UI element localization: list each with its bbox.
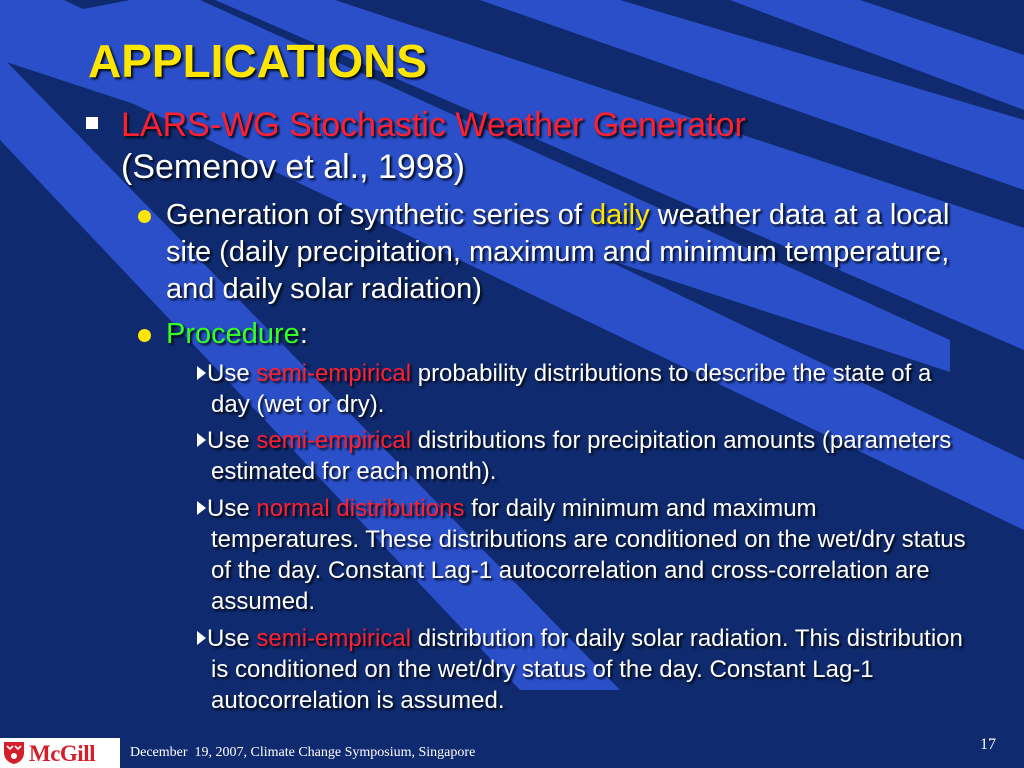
procedure-item-highlight: semi-empirical	[256, 360, 412, 387]
procedure-item-text: distribution for daily solar radiation. This distribution is conditioned on the wet/dry status of the day. Constant Lag-1 autocorrelation is assumed.	[211, 625, 963, 714]
sub-bullet-generation	[166, 197, 966, 308]
procedure-item-lead: Use	[207, 495, 257, 522]
mcgill-shield-icon	[3, 741, 25, 765]
procedure-item-text: probability distributions to describe the state of a day (wet or dry).	[211, 360, 932, 418]
procedure-colon: :	[299, 318, 308, 350]
arrow-bullet-icon	[197, 631, 206, 645]
procedure-item-lead: Use	[207, 625, 257, 652]
procedure-item-highlight: normal distributions	[256, 495, 465, 522]
lars-wg-heading: LARS-WG Stochastic Weather Generator	[121, 106, 746, 144]
sub-bullet-procedure	[166, 316, 966, 353]
arrow-bullet-icon	[197, 501, 206, 515]
bullet-lars-wg	[121, 104, 981, 188]
round-bullet-icon	[138, 329, 151, 342]
procedure-item-highlight: semi-empirical	[256, 427, 412, 454]
procedure-item	[207, 493, 971, 617]
procedure-label: Procedure	[166, 318, 300, 350]
mcgill-logo-text: McGill	[29, 741, 95, 766]
arrow-bullet-icon	[197, 433, 206, 447]
procedure-item	[207, 623, 971, 716]
slide-title: APPLICATIONS	[88, 35, 428, 87]
generation-text-end: weather data at a local site (daily precipitation, maximum and minimum temperature, and daily solar radiation)	[166, 199, 950, 305]
procedure-item	[207, 425, 971, 487]
procedure-item-highlight: semi-empirical	[256, 625, 412, 652]
footer-text: December 19, 2007, Climate Change Symposium, Singapore	[130, 745, 476, 760]
daily-highlight: daily	[589, 199, 650, 231]
page-number: 17	[980, 736, 996, 753]
generation-text-start: Generation of synthetic series of	[166, 199, 590, 231]
round-bullet-icon	[138, 210, 151, 223]
square-bullet-icon	[86, 117, 98, 129]
lars-wg-citation: (Semenov et al., 1998)	[121, 148, 465, 186]
procedure-item-text: distributions for precipitation amounts (parameters estimated for each month).	[211, 427, 952, 485]
mcgill-logo	[0, 738, 120, 768]
arrow-bullet-icon	[197, 366, 206, 380]
procedure-item-text: for daily minimum and maximum temperatures. These distributions are conditioned on the wet/dry status of the day. Constant Lag-1 autocorrelation and cross-correlation are assumed.	[211, 495, 966, 615]
procedure-item-lead: Use	[207, 360, 257, 387]
procedure-item-lead: Use	[207, 427, 257, 454]
procedure-item	[207, 358, 971, 420]
